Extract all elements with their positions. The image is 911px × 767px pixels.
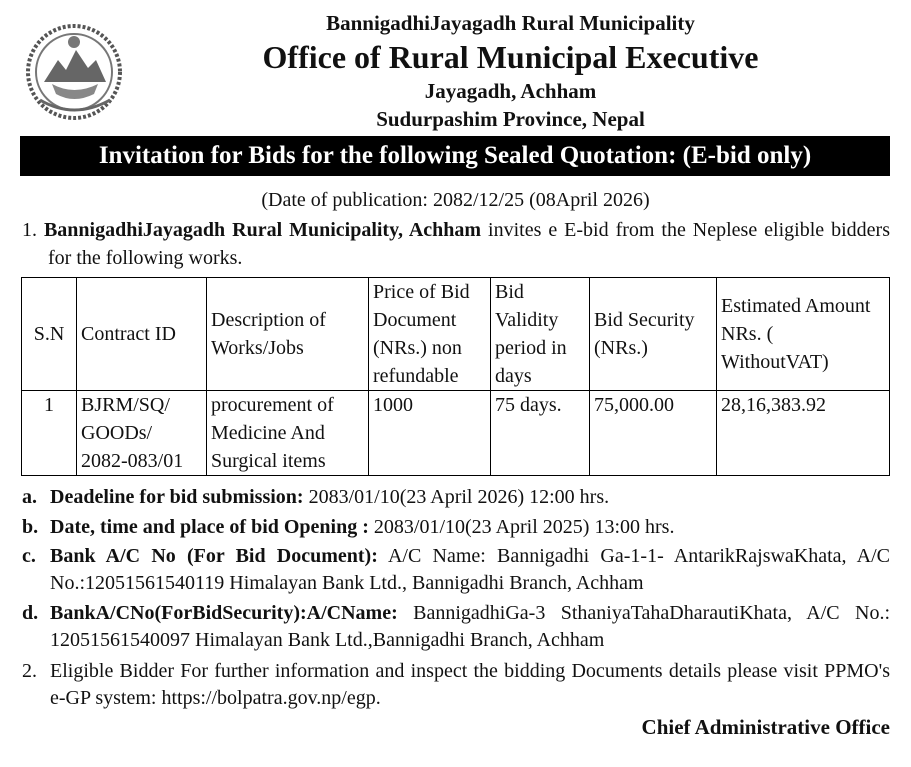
item-b-text: 2083/01/10(23 April 2025) 13:00 hrs.	[368, 516, 675, 538]
nepal-government-emblem-icon	[22, 20, 126, 124]
item-a-label: a.	[22, 486, 37, 508]
item-d-bold: BankA/CNo(ForBidSecurity):A/CName:	[50, 602, 398, 624]
intro-paragraph	[22, 216, 890, 272]
item-d-label: d.	[22, 602, 39, 624]
cell-estimate: 28,16,383.92	[717, 391, 890, 476]
office-province: Sudurpashim Province, Nepal	[376, 107, 645, 131]
item-a-bold: Deadeline for bid submission:	[50, 486, 304, 508]
item-c-label: c.	[22, 545, 36, 567]
bid-table	[21, 277, 890, 476]
item-c-bold: Bank A/C No (For Bid Document):	[50, 545, 378, 567]
header-price: Price of Bid Document (NRs.) non refundable	[369, 278, 491, 391]
item-c-text: A/C Name: Bannigadhi Ga-1-1- AntarikRajswaKhata, A/C No.:12051561540119 Himalayan Bank Ltd., Bannigadhi Branch, Achham	[50, 545, 890, 594]
intro-bold: BannigadhiJayagadh Rural Municipality, Achham	[43, 219, 482, 241]
item-a	[22, 484, 890, 511]
item-d	[22, 600, 890, 654]
cell-validity: 75 days.	[491, 391, 590, 476]
header-description: Description of Works/Jobs	[207, 278, 369, 391]
header-estimate: Estimated Amount NRs. ( WithoutVAT)	[717, 278, 890, 391]
header-validity: Bid Validity period in days	[491, 278, 590, 391]
publication-date: (Date of publication: 2082/12/25 (08April 2026)	[261, 189, 650, 211]
item-b-label: b.	[22, 516, 39, 538]
table-row	[22, 391, 890, 476]
office-name: Office of Rural Municipal Executive	[262, 39, 759, 75]
item-c	[22, 543, 890, 597]
cell-contract-id: BJRM/SQ/ GOODs/ 2082-083/01	[77, 391, 207, 476]
cell-description: procurement of Medicine And Surgical items	[207, 391, 369, 476]
item-b-bold: Date, time and place of bid Opening :	[50, 516, 369, 538]
item-2-text: Eligible Bidder For further information and inspect the bidding Documents details please visit PPMO's e-GP system: https://bolpatra.gov.np/egp.	[50, 660, 890, 709]
item-2	[22, 658, 890, 712]
item-2-label: 2.	[22, 660, 37, 682]
cell-price: 1000	[369, 391, 491, 476]
notice-title-banner: Invitation for Bids for the following Sealed Quotation: (E-bid only)	[20, 136, 890, 176]
header-contract-id: Contract ID	[77, 278, 207, 391]
intro-number: 1.	[22, 219, 37, 241]
item-d-text: BannigadhiGa-3 SthaniyaTahaDharautiKhata, A/C No.: 12051561540097 Himalayan Bank Ltd.,Bannigadhi Branch, Achham	[50, 602, 890, 651]
header-security: Bid Security (NRs.)	[590, 278, 717, 391]
table-header-row	[22, 278, 890, 391]
municipality-name: BannigadhiJayagadh Rural Municipality	[326, 11, 695, 35]
signature: Chief Administrative Office	[641, 715, 890, 739]
item-a-text: 2083/01/10(23 April 2026) 12:00 hrs.	[303, 486, 610, 508]
intro-text: invites e E-bid from the Neplese eligible bidders for the following works.	[48, 219, 890, 269]
item-b	[22, 514, 890, 541]
letterhead	[130, 10, 891, 133]
header-sn: S.N	[22, 278, 77, 391]
cell-security: 75,000.00	[590, 391, 717, 476]
office-location: Jayagadh, Achham	[424, 79, 597, 103]
cell-sn: 1	[22, 391, 77, 476]
